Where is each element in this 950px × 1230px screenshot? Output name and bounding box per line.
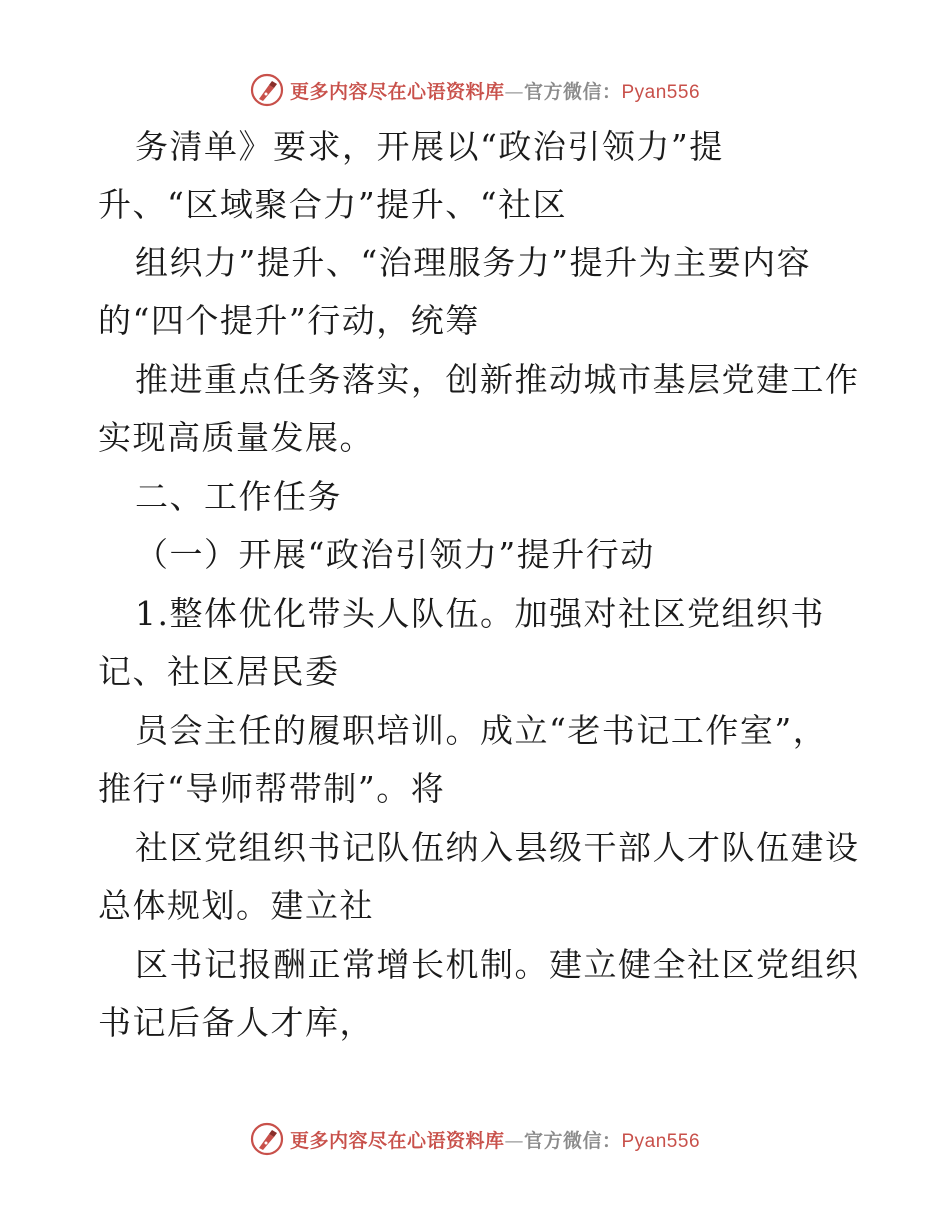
text-line-14: 总体规划。建立社: [98, 886, 374, 925]
text-line-15: 区书记报酬正常增长机制。建立健全社区党组织: [135, 945, 860, 984]
text-line-16: 书记后备人才库，: [98, 1003, 374, 1042]
watermark-dash: —: [504, 1129, 524, 1152]
watermark-middle: 官方微信：: [523, 80, 622, 103]
text-line-4: 的“四个提升”行动，统筹: [98, 301, 480, 340]
text-line-5: 推进重点任务落实，创新推动城市基层党建工作: [135, 360, 860, 399]
text-line-3: 组织力”提升、“治理服务力”提升为主要内容: [135, 243, 812, 282]
text-line-13: 社区党组织书记队伍纳入县级干部人才队伍建设: [135, 828, 860, 867]
text-line-2: 升、“区域聚合力”提升、“社区: [98, 185, 568, 224]
section-heading: 二、工作任务: [135, 477, 342, 516]
watermark-wechat-id: Pyan556: [621, 81, 701, 103]
text-line-12: 推行“导师帮带制”。将: [98, 769, 446, 808]
footer-watermark: [0, 1119, 950, 1159]
pen-nib-logo-icon: [250, 1122, 284, 1156]
watermark-prefix: 更多内容尽在心语资料库: [289, 80, 505, 103]
subsection-heading: （一）开展“政治引领力”提升行动: [135, 535, 655, 574]
text-line-6: 实现高质量发展。: [98, 418, 374, 457]
watermark-dash: —: [504, 80, 524, 103]
text-line-10: 记、社区居民委: [98, 652, 340, 691]
text-line-1: 务清单》要求，开展以“政治引领力”提: [135, 127, 724, 166]
watermark-prefix: 更多内容尽在心语资料库: [289, 1129, 505, 1152]
watermark-middle: 官方微信：: [523, 1129, 622, 1152]
text-line-11: 员会主任的履职培训。成立“老书记工作室”，: [135, 711, 828, 750]
watermark-text: [290, 1126, 700, 1153]
watermark-wechat-id: Pyan556: [621, 1130, 701, 1152]
text-line-9: 1.整体优化带头人队伍。加强对社区党组织书: [135, 594, 825, 633]
